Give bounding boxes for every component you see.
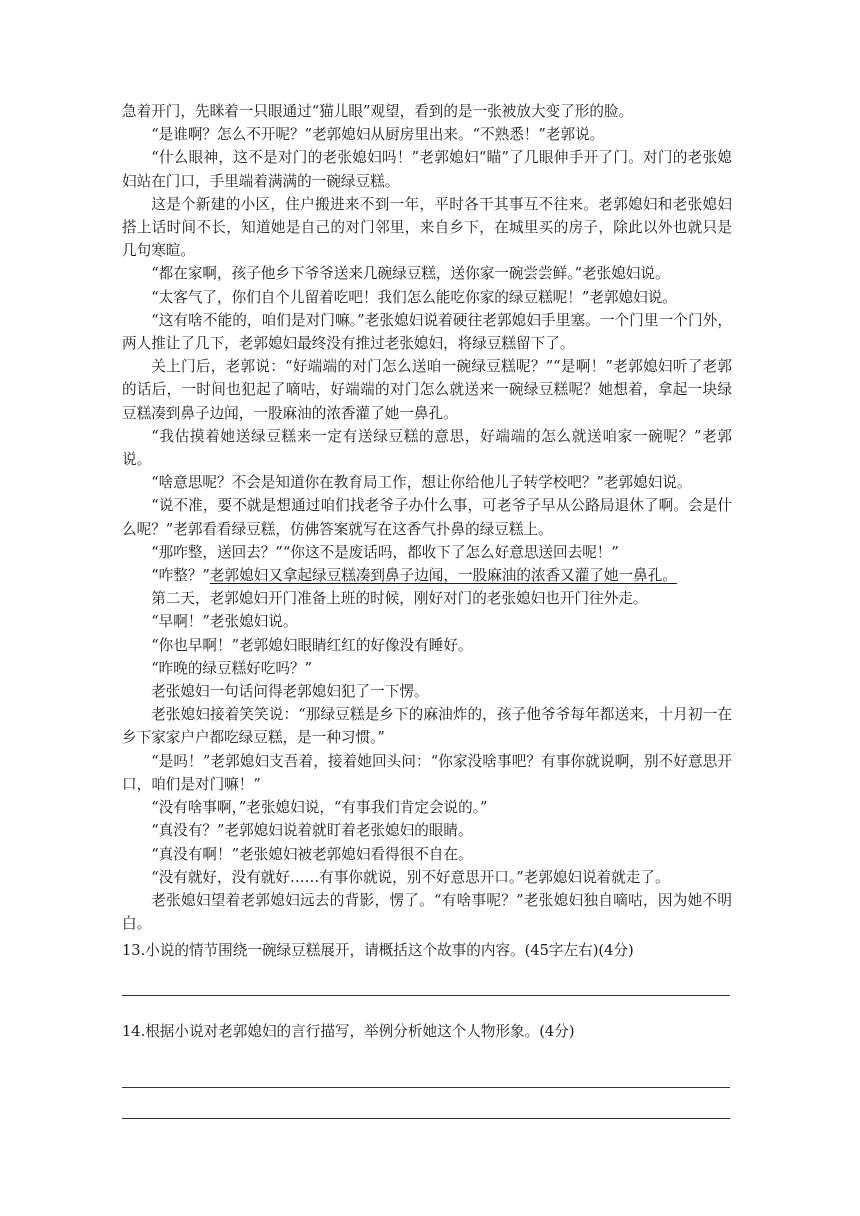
story-paragraph: “是谁啊？怎么不开呢？”老郭媳妇从厨房里出来。“不熟悉！”老郭说。 bbox=[151, 126, 605, 144]
story-paragraph: “昨晚的绿豆糕好吃吗？” bbox=[151, 659, 313, 677]
exam-page bbox=[122, 100, 732, 1119]
story-paragraph: “我估摸着她送绿豆糕来一定有送绿豆糕的意思，好端端的怎么就送咱家一碗呢？”老郭说。 bbox=[122, 427, 732, 469]
story-paragraph: “都在家啊，孩子他乡下爷爷送来几碗绿豆糕，送你家一碗尝尝鲜。”老张媳妇说。 bbox=[151, 265, 670, 283]
story-paragraph: “没有就好，没有就好……有事你就说，别不好意思开口。”老郭媳妇说着就走了。 bbox=[151, 868, 670, 886]
story-paragraph: “什么眼神，这不是对门的老张媳妇吗！”老郭媳妇“瞄”了几眼伸手开了门。对门的老张媳妇站在门口，手里端着满满的一碗绿豆糕。 bbox=[122, 149, 732, 190]
story-paragraph: “那咋整，送回去？”“你这不是废话吗，都收下了怎么好意思送回去呢！” bbox=[151, 543, 619, 561]
question-14: 14.根据小说对老郭媳妇的言行描写，举例分析她这个人物形象。(4分) bbox=[122, 1022, 575, 1040]
story-paragraph: “说不准，要不就是想通过咱们找老爷子办什么事，可老爷子早从公路局退休了啊。会是什么呢？”老郭看看绿豆糕，仿佛答案就写在这香气扑鼻的绿豆糕上。 bbox=[122, 497, 732, 538]
story-paragraph: “啥意思呢？不会是知道你在教育局工作，想让你给他儿子转学校吧？”老郭媳妇说。 bbox=[151, 474, 692, 492]
story-paragraph: “你也早啊！”老郭媳妇眼睛红红的好像没有睡好。 bbox=[151, 636, 473, 654]
story-paragraph: 老张媳妇接着笑笑说：“那绿豆糕是乡下的麻油炸的，孩子他爷爷每年都送来，十月初一在乡下家家户户都吃绿豆糕，是一种习惯。” bbox=[122, 706, 732, 747]
story-paragraph-underlined bbox=[122, 564, 732, 587]
story-paragraph: 第二天，老郭媳妇开门准备上班的时候，刚好对门的老张媳妇也开门往外走。 bbox=[151, 590, 648, 608]
underlined-sentence: 老郭媳妇又拿起绿豆糕凑到鼻子边闻，一股麻油的浓香又灌了她一鼻孔。 bbox=[209, 567, 677, 585]
dialogue-prefix: “咋整？” bbox=[151, 567, 210, 585]
story-paragraph: “太客气了，你们自个儿留着吃吧！我们怎么能吃你家的绿豆糕呢！”老郭媳妇说。 bbox=[151, 288, 677, 306]
story-paragraph: 老张媳妇一句话问得老郭媳妇犯了一下愣。 bbox=[151, 683, 429, 701]
story-paragraph: 急着开门，先眯着一只眼通过“猫儿眼”观望，看到的是一张被放大变了形的脸。 bbox=[122, 103, 634, 120]
story-paragraph: “是吗！”老郭媳妇支吾着，接着她回头问：“你家没啥事吧？有事你就说啊，别不好意思开口，咱们是对门嘛！” bbox=[122, 752, 732, 793]
story-paragraph: “真没有啊！”老张媳妇被老郭媳妇看得很不自在。 bbox=[151, 845, 473, 863]
story-paragraph: “真没有？”老郭媳妇说着就盯着老张媳妇的眼睛。 bbox=[151, 822, 473, 840]
story-paragraph: “早啊！”老张媳妇说。 bbox=[151, 613, 298, 631]
story-paragraph: “没有啥事啊，”老张媳妇说，“有事我们肯定会说的。” bbox=[151, 799, 488, 817]
question-13: 13.小说的情节围绕一碗绿豆糕展开，请概括这个故事的内容。(45字左右)(4分) bbox=[122, 942, 634, 960]
story-paragraph: 老张媳妇望着老郭媳妇远去的背影，愣了。“有啥事呢？”老张媳妇独自嘀咕，因为她不明白。 bbox=[122, 891, 732, 933]
story-paragraph: 这是个新建的小区，住户搬进来不到一年，平时各干其事互不往来。老郭媳妇和老张媳妇搭上话时间不长，知道她是自己的对门邻里，来自乡下，在城里买的房子，除此以外也就只是几句寒暄。 bbox=[122, 195, 732, 260]
story-paragraph: 关上门后，老郭说：“好端端的对门怎么送咱一碗绿豆糕呢？”“是啊！”老郭媳妇听了老郭的话后，一时间也犯起了嘀咕，好端端的对门怎么就送来一碗绿豆糕呢？她想着，拿起一块绿豆糕凑到鼻子边闻，一股麻油的浓香灌了她一鼻孔。 bbox=[122, 358, 732, 422]
answer-line-q14-2[interactable] bbox=[122, 1118, 730, 1119]
story-paragraph: “这有啥不能的，咱们是对门嘛。”老张媳妇说着硬往老郭媳妇手里塞。一个门里一个门外，两人推让了几下，老郭媳妇最终没有推过老张媳妇，将绿豆糕留下了。 bbox=[122, 311, 732, 353]
